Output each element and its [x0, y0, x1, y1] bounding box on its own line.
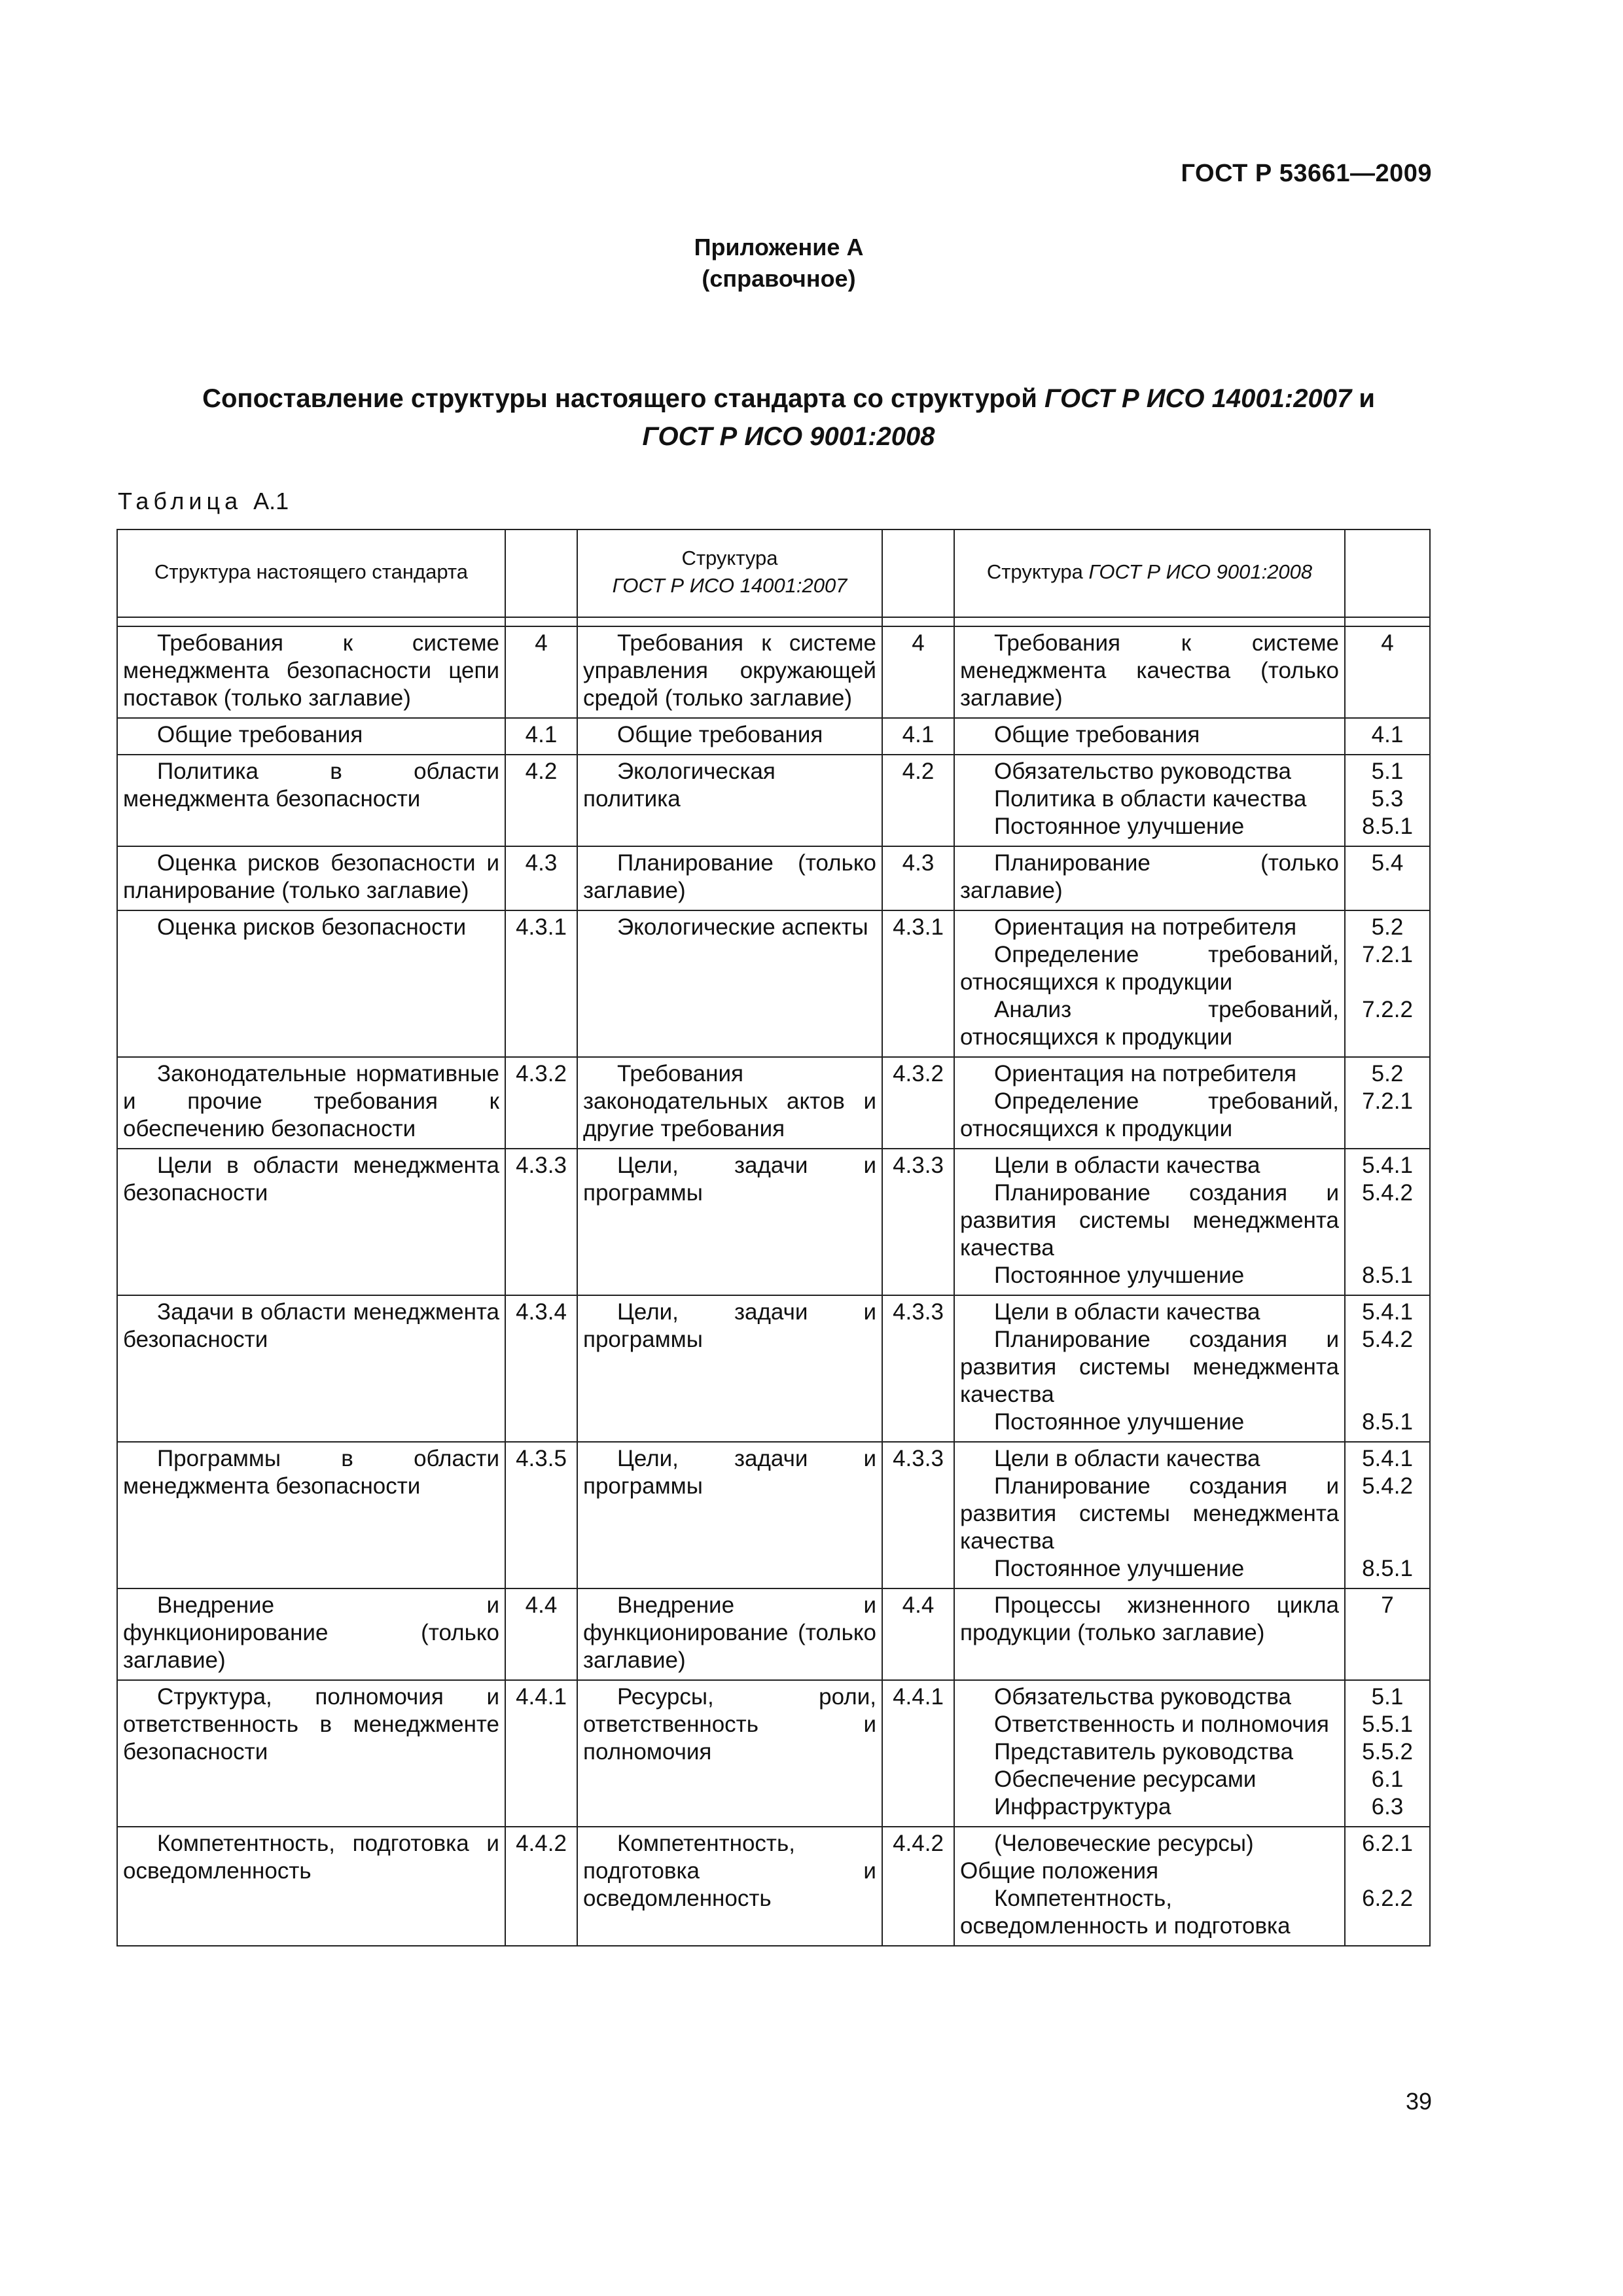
- iso9001-clause: Процессы жизненного цикла продукции (только заглавие): [960, 1592, 1339, 1645]
- iso9001-number: [1351, 1857, 1424, 1885]
- this-standard-number: 4: [505, 626, 577, 718]
- iso9001-number: 5.4.1: [1362, 1446, 1413, 1471]
- iso14001-clause: Планирование (только заглавие): [577, 846, 882, 910]
- this-standard-clause: Программы в области менеджмента безопасности: [117, 1442, 505, 1588]
- iso14001-clause: Внедрение и функционирование (только заглавие): [577, 1588, 882, 1680]
- iso14001-clause: Цели, задачи и программы: [577, 1295, 882, 1442]
- header-num-1: [505, 529, 577, 617]
- table-row: [117, 846, 1430, 910]
- comparison-table: [116, 529, 1431, 1946]
- document-code: ГОСТ Р 53661—2009: [1181, 160, 1432, 187]
- iso9001-clause: Планирование создания и развития системы менеджмента качества: [960, 1180, 1339, 1261]
- iso14001-number: 4.4: [882, 1588, 954, 1680]
- title-part-1: Сопоставление структуры настоящего стандарта со структурой: [202, 384, 1044, 413]
- iso9001-number: 5.1: [1371, 1684, 1404, 1710]
- page-number: 39: [1405, 2088, 1432, 2115]
- iso14001-number: 4.3.3: [882, 1149, 954, 1295]
- table-row: [117, 910, 1430, 1057]
- header-num-2: [882, 529, 954, 617]
- iso14001-clause: Компетентность, подготовка и осведомленность: [577, 1827, 882, 1946]
- iso9001-numbers: [1345, 1442, 1430, 1588]
- iso9001-number: 5.1: [1371, 759, 1404, 784]
- iso9001-number: 5.4.2: [1362, 1180, 1413, 1206]
- this-standard-clause: Законодательные нормативные и прочие требования к обеспечению безопасности: [117, 1057, 505, 1149]
- header-separator: [117, 617, 1430, 626]
- iso9001-number: 5.2: [1371, 1061, 1404, 1086]
- iso9001-clause: Постоянное улучшение: [994, 814, 1245, 839]
- this-standard-number: 4.4.1: [505, 1680, 577, 1827]
- iso9001-numbers: [1345, 1295, 1430, 1442]
- iso9001-number: 5.3: [1371, 786, 1404, 812]
- iso9001-number: 5.4.1: [1362, 1153, 1413, 1178]
- table-header-row: [117, 529, 1430, 617]
- iso9001-clauses: [954, 626, 1345, 718]
- iso14001-clause: Требования законодательных актов и другие требования: [577, 1057, 882, 1149]
- title-part-4: ГОСТ Р ИСО 9001:2008: [642, 422, 935, 451]
- table-row: [117, 1295, 1430, 1442]
- this-standard-clause: Требования к системе менеджмента безопасности цепи поставок (только заглавие): [117, 626, 505, 718]
- table-label-number: А.1: [253, 488, 289, 514]
- iso9001-number: 4: [1381, 630, 1394, 656]
- iso9001-clause: Обязательство руководства: [994, 759, 1291, 784]
- iso9001-clauses: [954, 1295, 1345, 1442]
- this-standard-number: 4.2: [505, 755, 577, 846]
- iso14001-clause: Экологическая политика: [577, 755, 882, 846]
- iso9001-numbers: [1345, 846, 1430, 910]
- header-iso9001: Структура ГОСТ Р ИСО 9001:2008: [954, 529, 1345, 617]
- iso9001-clauses: [954, 718, 1345, 755]
- iso9001-number: 8.5.1: [1362, 814, 1413, 839]
- header-num-3: [1345, 529, 1430, 617]
- iso14001-clause: Ресурсы, роли, ответственность и полномочия: [577, 1680, 882, 1827]
- table-row: [117, 1149, 1430, 1295]
- this-standard-number: 4.4.2: [505, 1827, 577, 1946]
- this-standard-clause: Оценка рисков безопасности и планирование (только заглавие): [117, 846, 505, 910]
- iso9001-numbers: [1345, 755, 1430, 846]
- iso9001-number: 7: [1381, 1592, 1394, 1618]
- iso9001-numbers: [1345, 1588, 1430, 1680]
- iso14001-number: 4.3.2: [882, 1057, 954, 1149]
- iso9001-numbers: [1345, 626, 1430, 718]
- document-title: [157, 380, 1420, 456]
- iso9001-clause: Планирование создания и развития системы менеджмента качества: [960, 1327, 1339, 1407]
- title-part-3: и: [1351, 384, 1375, 413]
- this-standard-clause: Оценка рисков безопасности: [117, 910, 505, 1057]
- this-standard-number: 4.4: [505, 1588, 577, 1680]
- iso9001-clause: Планирование создания и развития системы менеджмента качества: [960, 1473, 1339, 1554]
- iso9001-number: 7.2.2: [1362, 997, 1413, 1022]
- iso9001-number: 6.2.1: [1362, 1831, 1413, 1856]
- iso9001-clause: Цели в области качества: [994, 1446, 1260, 1471]
- this-standard-clause: Политика в области менеджмента безопасности: [117, 755, 505, 846]
- iso9001-clause: Постоянное улучшение: [994, 1409, 1245, 1435]
- iso14001-clause: Общие требования: [577, 718, 882, 755]
- iso9001-clauses: [954, 1442, 1345, 1588]
- iso9001-number: 5.4.2: [1362, 1473, 1413, 1499]
- appendix-title: Приложение А: [694, 234, 864, 260]
- appendix-subtitle: (справочное): [702, 265, 856, 292]
- iso9001-number: 5.5.2: [1362, 1739, 1413, 1765]
- iso9001-numbers: [1345, 718, 1430, 755]
- table-label-word: Таблица: [118, 488, 243, 514]
- iso14001-number: 4.1: [882, 718, 954, 755]
- iso9001-clauses: [954, 755, 1345, 846]
- iso9001-clause: Общие положения: [960, 1858, 1159, 1884]
- this-standard-clause: Цели в области менеджмента безопасности: [117, 1149, 505, 1295]
- iso14001-number: 4.2: [882, 755, 954, 846]
- iso9001-number: 5.4.2: [1362, 1327, 1413, 1352]
- title-part-2: ГОСТ Р ИСО 14001:2007: [1044, 384, 1352, 413]
- iso9001-number: 7.2.1: [1362, 942, 1413, 967]
- table-row: [117, 755, 1430, 846]
- iso9001-number: 6.1: [1371, 1767, 1404, 1792]
- this-standard-clause: Структура, полномочия и ответственность в менеджменте безопасности: [117, 1680, 505, 1827]
- header-this-standard: Структура настоящего стандарта: [117, 529, 505, 617]
- iso9001-clause: Анализ требований, относящихся к продукции: [960, 997, 1339, 1050]
- this-standard-clause: Общие требования: [117, 718, 505, 755]
- iso9001-clause: Цели в области качества: [994, 1299, 1260, 1325]
- iso9001-number: 6.2.2: [1362, 1886, 1413, 1911]
- this-standard-number: 4.3.2: [505, 1057, 577, 1149]
- header-iso14001: Структура ГОСТ Р ИСО 14001:2007: [577, 529, 882, 617]
- iso9001-numbers: [1345, 1149, 1430, 1295]
- iso14001-number: 4.3.1: [882, 910, 954, 1057]
- table-row: [117, 626, 1430, 718]
- iso9001-number: 5.4.1: [1362, 1299, 1413, 1325]
- table-row: [117, 1442, 1430, 1588]
- this-standard-clause: Задачи в области менеджмента безопасности: [117, 1295, 505, 1442]
- iso9001-clauses: [954, 1588, 1345, 1680]
- iso9001-clause: Представитель руководства: [994, 1739, 1294, 1765]
- iso9001-number: 8.5.1: [1362, 1263, 1413, 1288]
- iso9001-clause: Обязательства руководства: [994, 1684, 1291, 1710]
- iso9001-clause: Требования к системе менеджмента качества (только заглавие): [960, 630, 1339, 711]
- iso9001-numbers: [1345, 1680, 1430, 1827]
- iso9001-number: 6.3: [1371, 1794, 1404, 1820]
- iso9001-number: 8.5.1: [1362, 1409, 1413, 1435]
- table-label: [118, 488, 289, 515]
- this-standard-number: 4.1: [505, 718, 577, 755]
- table-row: [117, 1680, 1430, 1827]
- iso14001-number: 4.3.3: [882, 1442, 954, 1588]
- table-row: [117, 1057, 1430, 1149]
- table-row: [117, 1827, 1430, 1946]
- iso14001-number: 4.4.1: [882, 1680, 954, 1827]
- iso9001-clause: Общие требования: [994, 722, 1200, 747]
- iso9001-clauses: [954, 910, 1345, 1057]
- iso9001-number: 7.2.1: [1362, 1088, 1413, 1114]
- iso14001-clause: Цели, задачи и программы: [577, 1149, 882, 1295]
- iso9001-clause: Определение требований, относящихся к продукции: [960, 1088, 1339, 1141]
- this-standard-clause: Внедрение и функционирование (только заглавие): [117, 1588, 505, 1680]
- iso14001-clause: Требования к системе управления окружающей средой (только заглавие): [577, 626, 882, 718]
- this-standard-number: 4.3: [505, 846, 577, 910]
- iso9001-clause: Политика в области качества: [994, 786, 1307, 812]
- iso14001-number: 4.3.3: [882, 1295, 954, 1442]
- table-row: [117, 718, 1430, 755]
- this-standard-number: 4.3.3: [505, 1149, 577, 1295]
- iso14001-number: 4.3: [882, 846, 954, 910]
- iso9001-number: 5.4: [1371, 850, 1404, 876]
- iso9001-clauses: [954, 1149, 1345, 1295]
- iso9001-clause: Ответственность и полномочия: [994, 1712, 1329, 1737]
- this-standard-number: 4.3.4: [505, 1295, 577, 1442]
- appendix-heading: [0, 232, 1558, 295]
- iso9001-clauses: [954, 846, 1345, 910]
- iso9001-number: 5.2: [1371, 914, 1404, 940]
- this-standard-number: 4.3.1: [505, 910, 577, 1057]
- iso14001-number: 4.4.2: [882, 1827, 954, 1946]
- iso9001-clause: Планирование (только заглавие): [960, 850, 1339, 903]
- iso9001-clause: Постоянное улучшение: [994, 1556, 1245, 1581]
- iso9001-numbers: [1345, 1827, 1430, 1946]
- iso9001-clause: Определение требований, относящихся к продукции: [960, 942, 1339, 995]
- iso14001-number: 4: [882, 626, 954, 718]
- iso9001-number: 8.5.1: [1362, 1556, 1413, 1581]
- iso9001-clause: Постоянное улучшение: [994, 1263, 1245, 1288]
- iso9001-clause: (Человеческие ресурсы): [994, 1831, 1254, 1856]
- iso9001-numbers: [1345, 1057, 1430, 1149]
- iso14001-clause: Цели, задачи и программы: [577, 1442, 882, 1588]
- iso9001-clause: Компетентность, осведомленность и подготовка: [960, 1886, 1291, 1939]
- iso9001-clauses: [954, 1680, 1345, 1827]
- this-standard-number: 4.3.5: [505, 1442, 577, 1588]
- iso9001-number: 4.1: [1371, 722, 1404, 747]
- iso9001-clause: Цели в области качества: [994, 1153, 1260, 1178]
- iso9001-clause: Инфраструктура: [994, 1794, 1171, 1820]
- iso9001-number: 5.5.1: [1362, 1712, 1413, 1737]
- iso9001-numbers: [1345, 910, 1430, 1057]
- table-row: [117, 1588, 1430, 1680]
- iso9001-clause: Ориентация на потребителя: [994, 914, 1297, 940]
- table-body: [117, 626, 1430, 1946]
- iso9001-clauses: [954, 1827, 1345, 1946]
- iso9001-clauses: [954, 1057, 1345, 1149]
- this-standard-clause: Компетентность, подготовка и осведомленность: [117, 1827, 505, 1946]
- iso14001-clause: Экологические аспекты: [577, 910, 882, 1057]
- iso9001-clause: Ориентация на потребителя: [994, 1061, 1297, 1086]
- iso9001-clause: Обеспечение ресурсами: [994, 1767, 1257, 1792]
